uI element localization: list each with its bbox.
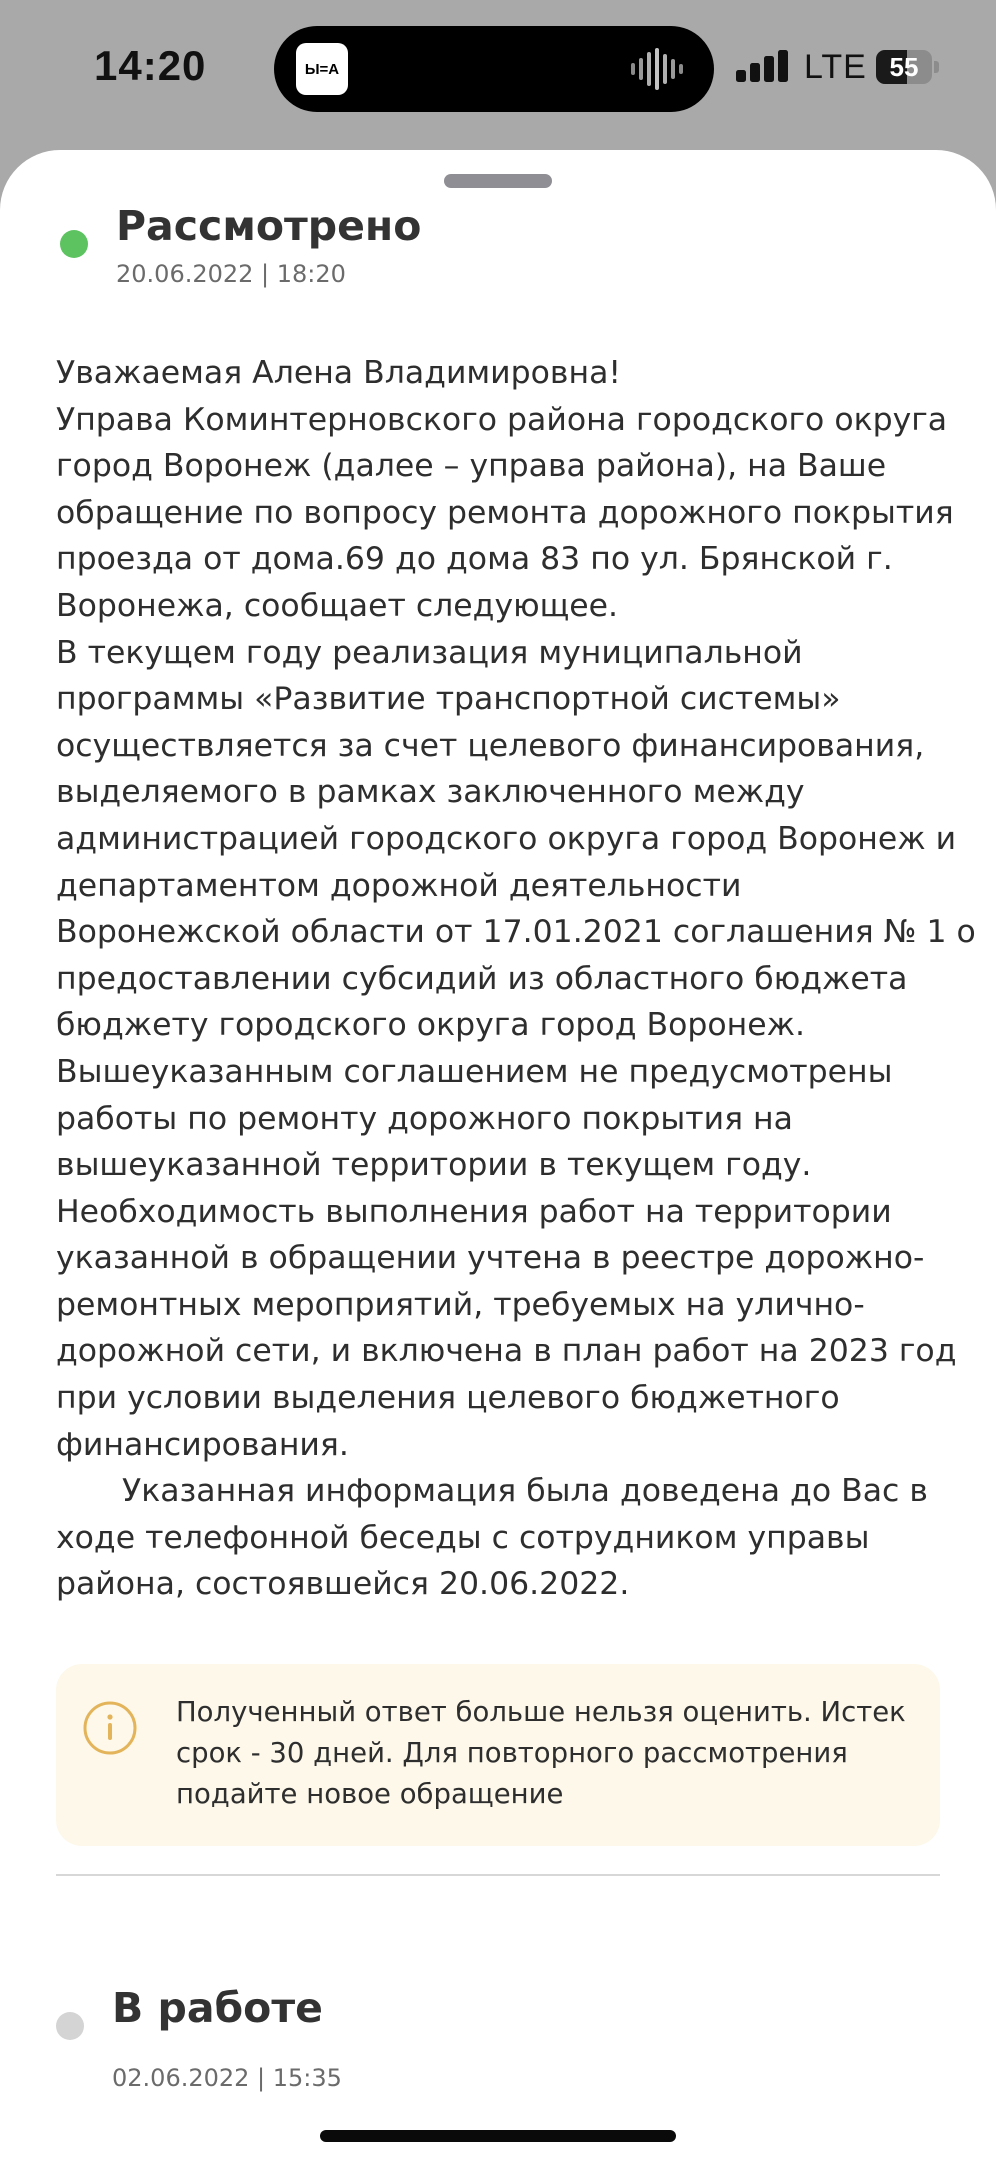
status-dot-in-progress	[56, 2012, 84, 2040]
status-dot-reviewed	[60, 230, 88, 258]
response-line: Вышеуказанным соглашением не предусмотрены	[56, 1053, 893, 1090]
rating-expired-notice	[56, 1664, 940, 1846]
response-line: Указанная информация была доведена до Вас в	[122, 1473, 928, 1510]
response-line: программы «Развитие транспортной системы»	[56, 681, 841, 718]
response-line: дорожной сети, и включена в план работ на 2023 год	[56, 1333, 957, 1370]
response-line: Воронежа, сообщает следующее.	[56, 587, 619, 624]
response-line: В текущем году реализация муниципальной	[56, 634, 803, 671]
notice-text	[176, 1692, 916, 1815]
response-line: указанной в обращении учтена в реестре дорожно-	[56, 1240, 925, 1277]
notice-line: подайте новое обращение	[176, 1778, 564, 1810]
response-line: района, состоявшейся 20.06.2022.	[56, 1566, 630, 1603]
response-line: выделяемого в рамках заключенного между	[56, 774, 805, 811]
response-line: ремонтных мероприятий, требуемых на улично-	[56, 1286, 865, 1323]
home-indicator[interactable]	[320, 2130, 676, 2142]
response-line: Воронежской области от 17.01.2021 соглашения № 1 о	[56, 914, 976, 951]
response-line: обращение по вопросу ремонта дорожного покрытия	[56, 494, 954, 531]
response-line: Уважаемая Алена Владимировна!	[56, 355, 622, 391]
response-line: департаментом дорожной деятельности	[56, 867, 742, 904]
battery-nub	[934, 61, 939, 73]
status-time: 14:20	[94, 42, 207, 89]
status-date-in-progress: 02.06.2022 | 15:35	[112, 2064, 342, 2092]
island-app-label: Ы=А	[304, 60, 340, 78]
response-line: ходе телефонной беседы с сотрудником управы	[56, 1519, 870, 1556]
status-title-in-progress: В работе	[112, 1984, 323, 2032]
response-line: при условии выделения целевого бюджетного	[56, 1380, 840, 1417]
response-line: проезда от дома.69 до дома 83 по ул. Брянской г.	[56, 541, 893, 578]
audio-waveform-icon	[630, 48, 688, 90]
notice-line: Полученный ответ больше нельзя оценить. Истек	[176, 1696, 906, 1728]
response-line: бюджету городского округа город Воронеж.	[56, 1007, 806, 1044]
response-line: вышеуказанной территории в текущем году.	[56, 1147, 812, 1184]
status-date-reviewed: 20.06.2022 | 18:20	[116, 260, 346, 288]
response-line: осуществляется за счет целевого финансирования,	[56, 727, 925, 764]
battery-icon	[876, 50, 932, 84]
response-line: работы по ремонту дорожного покрытия на	[56, 1100, 793, 1137]
status-title-reviewed: Рассмотрено	[116, 202, 422, 250]
notice-line: срок - 30 дней. Для повторного рассмотрения	[176, 1737, 848, 1769]
battery-level: 55	[889, 51, 919, 82]
response-line: финансирования.	[56, 1426, 349, 1463]
network-type: LTE	[804, 48, 867, 86]
sheet-grabber-handle[interactable]	[444, 174, 552, 188]
cellular-signal-icon	[736, 50, 790, 82]
response-line: Управа Коминтерновского района городского округа	[56, 401, 948, 438]
dynamic-island[interactable]	[274, 26, 714, 112]
section-divider	[56, 1874, 940, 1876]
response-line: Необходимость выполнения работ на территории	[56, 1193, 892, 1230]
island-app-icon	[296, 43, 348, 95]
response-text	[56, 350, 976, 1608]
appeal-history-sheet	[0, 150, 996, 2160]
response-line: предоставлении субсидий из областного бюджета	[56, 960, 908, 997]
info-icon	[82, 1700, 138, 1756]
status-bar	[0, 0, 996, 140]
response-line: город Воронеж (далее – управа района), на Ваше	[56, 448, 887, 485]
response-line: администрацией городского округа город Воронеж и	[56, 820, 957, 857]
